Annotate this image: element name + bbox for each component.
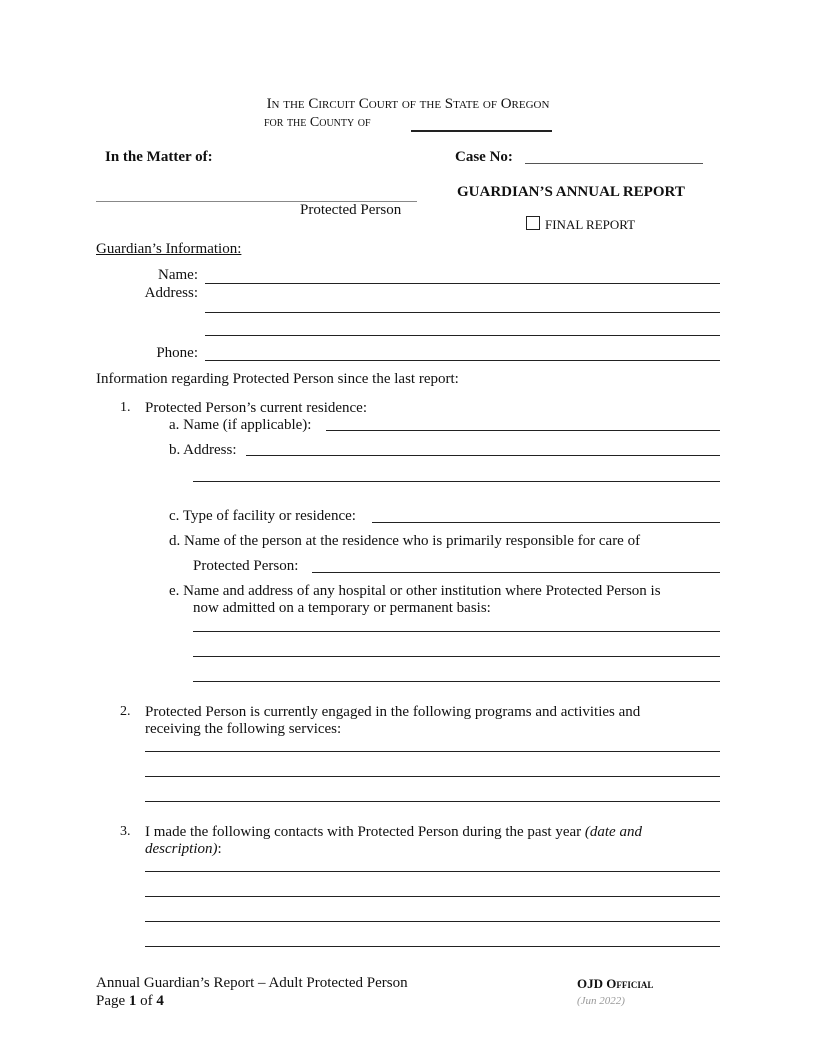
contacts-field-4[interactable] [145,946,720,947]
institution-field-1[interactable] [193,631,720,632]
ojd-official-label: OJD Official [577,976,654,991]
guardian-info-heading: Guardian’s Information: [96,241,242,257]
institution-field-2[interactable] [193,656,720,657]
footer-title: Annual Guardian’s Report – Adult Protected Person [96,975,408,991]
guardian-phone-field[interactable] [205,360,720,361]
guardian-phone-label: Phone: [156,345,198,361]
court-heading-line1: In the Circuit Court of the State of Oregon [266,96,550,112]
section1-d-line2: Protected Person: [193,558,299,574]
section1-b-label: b. Address: [169,442,237,458]
section3-line2 [145,841,222,858]
guardian-name-label: Name: [158,267,198,283]
final-report-checkbox-row[interactable] [526,216,635,233]
section3-number: 3. [120,824,131,839]
page-mid: of [136,993,157,1009]
section3-line1 [145,824,642,841]
facility-type-field[interactable] [372,522,720,523]
info-heading: Information regarding Protected Person since the last report: [96,371,459,387]
case-no-label: Case No: [455,149,513,165]
section1-d-line1: d. Name of the person at the residence who is primarily responsible for care of [169,533,641,549]
institution-field-3[interactable] [193,681,720,682]
page-current: 1 [128,993,137,1009]
programs-field-3[interactable] [145,801,720,802]
final-report-label: FINAL REPORT [545,217,636,232]
footer-page-number [96,993,164,1010]
guardian-address-field-1[interactable] [205,312,720,313]
residence-address-field-1[interactable] [246,455,720,456]
protected-person-label: Protected Person [300,202,402,218]
residence-address-field-2[interactable] [193,481,720,482]
guardian-name-field[interactable] [205,283,720,284]
section1-a-label: a. Name (if applicable): [169,417,312,433]
contacts-field-3[interactable] [145,921,720,922]
section2-number: 2. [120,704,131,719]
county-field[interactable] [411,130,552,132]
section3-line1-text: I made the following contacts with Protected Person during the past year [145,824,585,840]
section3-line2-colon: : [217,841,222,857]
section2-line2: receiving the following services: [145,721,342,737]
section3-line1-italic: (date and [584,824,642,840]
section1-number: 1. [120,400,131,415]
programs-field-1[interactable] [145,751,720,752]
page-prefix: Page [96,993,129,1009]
revision-date: (Jun 2022) [577,995,625,1007]
section2-line1: Protected Person is currently engaged in the following programs and activities and [145,704,641,720]
page-total: 4 [156,993,164,1009]
contacts-field-1[interactable] [145,871,720,872]
responsible-person-field[interactable] [312,572,720,573]
section3-line2-italic: description) [145,841,218,857]
section1-e-line2: now admitted on a temporary or permanent basis: [193,600,491,616]
guardian-address-label: Address: [144,285,198,301]
case-no-field[interactable] [525,163,703,164]
programs-field-2[interactable] [145,776,720,777]
residence-name-field[interactable] [326,430,720,431]
court-heading-line2: for the County of [264,115,371,130]
final-report-checkbox[interactable] [526,216,540,230]
section1-e-line1: e. Name and address of any hospital or other institution where Protected Person is [169,583,661,599]
guardian-address-field-2[interactable] [205,335,720,336]
report-title: GUARDIAN’S ANNUAL REPORT [457,184,685,200]
section1-c-label: c. Type of facility or residence: [169,508,356,524]
section1-title: Protected Person’s current residence: [145,400,368,416]
matter-label: In the Matter of: [105,149,213,165]
contacts-field-2[interactable] [145,896,720,897]
